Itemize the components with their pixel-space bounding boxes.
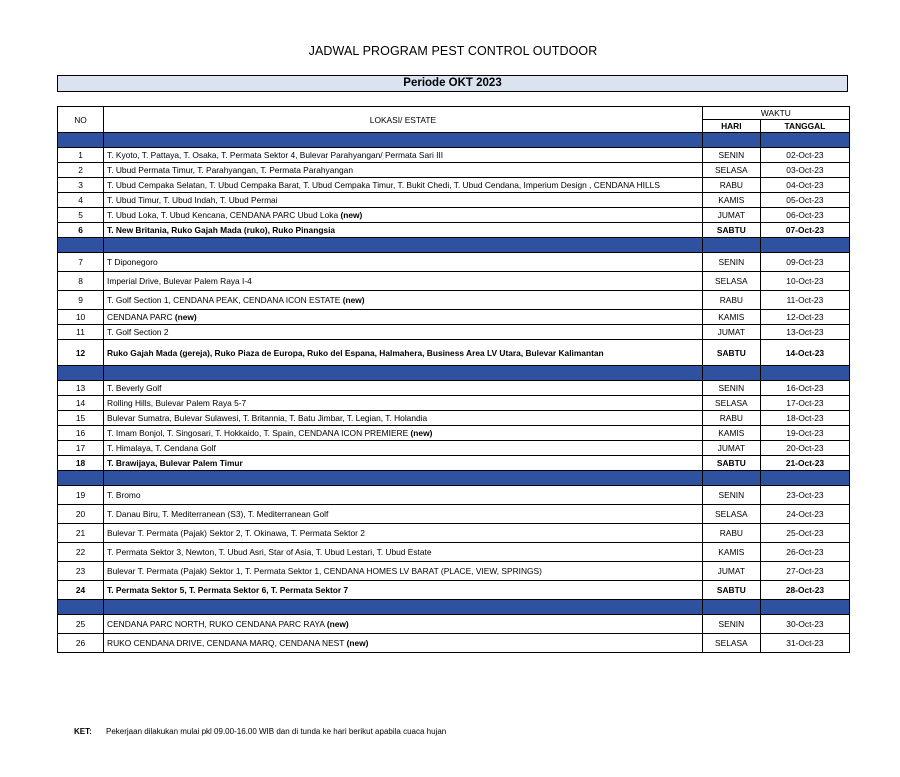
cell-lokasi xyxy=(104,562,703,581)
cell-no-text: 17 xyxy=(75,443,86,453)
cell-no-text: 25 xyxy=(75,619,86,629)
separator-cell xyxy=(58,600,104,615)
table-row xyxy=(58,456,850,471)
cell-no xyxy=(58,223,104,238)
table-row xyxy=(58,223,850,238)
cell-lokasi-text: T. Golf Section 1, CENDANA PEAK, CENDANA ICON ESTATE xyxy=(107,295,341,305)
cell-tanggal xyxy=(760,562,849,581)
cell-lokasi-text: T Diponegoro xyxy=(107,257,158,267)
cell-lokasi xyxy=(104,178,703,193)
cell-no-text: 15 xyxy=(75,413,86,423)
cell-hari-text: JUMAT xyxy=(717,443,745,453)
cell-hari-text: KAMIS xyxy=(718,547,745,557)
cell-no-text: 9 xyxy=(78,295,83,305)
cell-no xyxy=(58,325,104,340)
week-separator xyxy=(58,600,850,615)
cell-lokasi-text: Rolling Hills, Bulevar Palem Raya 5-7 xyxy=(107,398,247,408)
cell-lokasi-text: RUKO CENDANA DRIVE, CENDANA MARQ, CENDANA NEST xyxy=(107,638,345,648)
cell-hari xyxy=(702,193,760,208)
cell-hari-text: JUMAT xyxy=(717,210,745,220)
cell-tanggal-text: 16-Oct-23 xyxy=(786,383,824,393)
cell-tanggal xyxy=(760,456,849,471)
separator-cell xyxy=(760,600,849,615)
cell-tanggal xyxy=(760,178,849,193)
cell-hari xyxy=(702,381,760,396)
separator-cell xyxy=(104,600,703,615)
cell-tanggal-text: 31-Oct-23 xyxy=(786,638,824,648)
cell-lokasi xyxy=(104,426,703,441)
table-row xyxy=(58,562,850,581)
cell-lokasi xyxy=(104,223,703,238)
cell-tanggal xyxy=(760,543,849,562)
separator-cell xyxy=(760,471,849,486)
cell-lokasi-text: Bulevar T. Permata (Pajak) Sektor 2, T. Okinawa, T. Permata Sektor 2 xyxy=(107,528,365,538)
cell-tanggal xyxy=(760,426,849,441)
cell-tanggal xyxy=(760,253,849,272)
cell-tanggal-text: 26-Oct-23 xyxy=(786,547,824,557)
cell-tanggal-text: 25-Oct-23 xyxy=(786,528,824,538)
week-separator xyxy=(58,133,850,148)
cell-lokasi-text: Imperial Drive, Bulevar Palem Raya I-4 xyxy=(107,276,252,286)
cell-hari xyxy=(702,178,760,193)
table-row xyxy=(58,426,850,441)
cell-tanggal xyxy=(760,340,849,366)
cell-hari xyxy=(702,163,760,178)
cell-no-text: 8 xyxy=(78,276,83,286)
cell-no xyxy=(58,543,104,562)
cell-tanggal xyxy=(760,291,849,310)
cell-tanggal-text: 02-Oct-23 xyxy=(786,150,824,160)
table-row xyxy=(58,291,850,310)
cell-hari-text: SENIN xyxy=(718,490,745,500)
table-row xyxy=(58,208,850,223)
cell-hari xyxy=(702,396,760,411)
cell-lokasi xyxy=(104,456,703,471)
cell-no xyxy=(58,272,104,291)
cell-no xyxy=(58,615,104,634)
cell-hari-text: SELASA xyxy=(715,638,748,648)
cell-no xyxy=(58,456,104,471)
cell-lokasi-text: T. Danau Biru, T. Mediterranean (S3), T. Mediterranean Golf xyxy=(107,509,329,519)
cell-hari xyxy=(702,310,760,325)
table-row xyxy=(58,486,850,505)
cell-tanggal xyxy=(760,208,849,223)
cell-no xyxy=(58,148,104,163)
cell-no-text: 4 xyxy=(78,195,83,205)
cell-tanggal xyxy=(760,615,849,634)
cell-lokasi-text: T. Ubud Timur, T. Ubud Indah, T. Ubud Permai xyxy=(107,195,278,205)
week-separator xyxy=(58,471,850,486)
cell-lokasi xyxy=(104,581,703,600)
cell-no-text: 13 xyxy=(75,383,86,393)
cell-tanggal xyxy=(760,396,849,411)
table-row xyxy=(58,178,850,193)
cell-tanggal xyxy=(760,441,849,456)
cell-hari xyxy=(702,634,760,653)
separator-cell xyxy=(58,238,104,253)
cell-no xyxy=(58,441,104,456)
cell-lokasi xyxy=(104,291,703,310)
separator-cell xyxy=(702,600,760,615)
cell-lokasi xyxy=(104,381,703,396)
cell-no-text: 18 xyxy=(75,458,86,468)
cell-hari-text: SENIN xyxy=(718,150,745,160)
cell-lokasi xyxy=(104,411,703,426)
week-separator xyxy=(58,366,850,381)
separator-cell xyxy=(702,366,760,381)
cell-tanggal xyxy=(760,223,849,238)
cell-hari-text: SABTU xyxy=(716,585,746,595)
cell-no-text: 2 xyxy=(78,165,83,175)
cell-hari-text: SELASA xyxy=(715,398,748,408)
cell-no xyxy=(58,634,104,653)
separator-cell xyxy=(760,366,849,381)
cell-hari-text: SELASA xyxy=(715,276,748,286)
separator-cell xyxy=(104,471,703,486)
cell-hari xyxy=(702,524,760,543)
table-row xyxy=(58,396,850,411)
cell-hari-text: JUMAT xyxy=(717,566,745,576)
header-no: NO xyxy=(58,107,104,133)
cell-no xyxy=(58,208,104,223)
table-row xyxy=(58,634,850,653)
cell-tanggal-text: 13-Oct-23 xyxy=(786,327,824,337)
table-row xyxy=(58,411,850,426)
cell-lokasi-text: CENDANA PARC xyxy=(107,312,173,322)
cell-no xyxy=(58,505,104,524)
cell-no-text: 16 xyxy=(75,428,86,438)
cell-no xyxy=(58,163,104,178)
cell-hari xyxy=(702,253,760,272)
cell-tanggal-text: 04-Oct-23 xyxy=(786,180,824,190)
cell-tanggal xyxy=(760,486,849,505)
cell-hari xyxy=(702,581,760,600)
cell-lokasi xyxy=(104,524,703,543)
cell-no xyxy=(58,524,104,543)
table-row xyxy=(58,310,850,325)
header-hari: HARI xyxy=(702,120,760,133)
cell-lokasi-text: T. Beverly Golf xyxy=(107,383,162,393)
cell-no-text: 19 xyxy=(75,490,86,500)
cell-tanggal-text: 17-Oct-23 xyxy=(786,398,824,408)
cell-hari-text: KAMIS xyxy=(718,195,745,205)
cell-lokasi-text: Bulevar Sumatra, Bulevar Sulawesi, T. Britannia, T. Batu Jimbar, T. Legian, T. Holandia xyxy=(107,413,428,423)
cell-lokasi-text: Ruko Gajah Mada (gereja), Ruko Piaza de Europa, Ruko del Espana, Halmahera, Business Area LV Utara, Bulevar Kalimantan xyxy=(107,347,604,358)
cell-hari-text: SENIN xyxy=(718,619,745,629)
note-label: KET: xyxy=(74,727,92,736)
header-waktu: WAKTU xyxy=(702,107,849,120)
cell-lokasi xyxy=(104,441,703,456)
schedule-table xyxy=(57,106,850,653)
cell-hari-text: RABU xyxy=(719,295,743,305)
cell-hari xyxy=(702,148,760,163)
cell-lokasi xyxy=(104,272,703,291)
cell-tanggal-text: 21-Oct-23 xyxy=(785,458,825,468)
cell-lokasi-text: T. Permata Sektor 5, T. Permata Sektor 6, T. Permata Sektor 7 xyxy=(107,585,349,595)
cell-tanggal-text: 06-Oct-23 xyxy=(786,210,824,220)
cell-hari-text: SABTU xyxy=(716,225,746,235)
table-row xyxy=(58,163,850,178)
cell-tanggal-text: 18-Oct-23 xyxy=(786,413,824,423)
cell-hari xyxy=(702,543,760,562)
separator-cell xyxy=(58,133,104,148)
cell-lokasi xyxy=(104,340,703,366)
cell-lokasi xyxy=(104,193,703,208)
cell-tanggal-text: 10-Oct-23 xyxy=(786,276,824,286)
cell-no-text: 12 xyxy=(75,347,86,358)
cell-hari xyxy=(702,505,760,524)
cell-tanggal-text: 27-Oct-23 xyxy=(786,566,824,576)
cell-no xyxy=(58,193,104,208)
cell-hari xyxy=(702,291,760,310)
cell-lokasi-text: T. Ubud Permata Timur, T. Parahyangan, T. Permata Parahyangan xyxy=(107,165,353,175)
table-row xyxy=(58,441,850,456)
cell-hari-text: KAMIS xyxy=(718,428,745,438)
cell-tanggal xyxy=(760,411,849,426)
cell-no xyxy=(58,340,104,366)
cell-hari-text: KAMIS xyxy=(718,312,745,322)
separator-cell xyxy=(104,238,703,253)
cell-hari-text: SELASA xyxy=(715,165,748,175)
cell-no xyxy=(58,381,104,396)
cell-no xyxy=(58,178,104,193)
cell-hari xyxy=(702,325,760,340)
table-row xyxy=(58,615,850,634)
cell-lokasi xyxy=(104,325,703,340)
note-text: Pekerjaan dilakukan mulai pkl 09.00-16.00 WIB dan di tunda ke hari berikut apabila cuaca hujan xyxy=(106,727,447,736)
cell-no xyxy=(58,411,104,426)
cell-hari xyxy=(702,562,760,581)
cell-no-text: 21 xyxy=(75,528,86,538)
cell-tanggal-text: 14-Oct-23 xyxy=(785,347,825,358)
cell-tanggal xyxy=(760,310,849,325)
cell-tanggal xyxy=(760,272,849,291)
cell-no-text: 3 xyxy=(78,180,83,190)
cell-hari-text: SABTU xyxy=(716,458,746,468)
week-separator xyxy=(58,238,850,253)
separator-cell xyxy=(58,471,104,486)
cell-tanggal-text: 23-Oct-23 xyxy=(786,490,824,500)
separator-cell xyxy=(760,238,849,253)
cell-hari-text: RABU xyxy=(719,413,743,423)
new-tag: (new) xyxy=(410,428,433,438)
cell-no-text: 1 xyxy=(78,150,83,160)
cell-no xyxy=(58,253,104,272)
separator-cell xyxy=(104,133,703,148)
cell-hari xyxy=(702,411,760,426)
cell-lokasi-text: CENDANA PARC NORTH, RUKO CENDANA PARC RAYA xyxy=(107,619,325,629)
cell-tanggal xyxy=(760,581,849,600)
cell-tanggal-text: 24-Oct-23 xyxy=(786,509,824,519)
cell-lokasi-text: Bulevar T. Permata (Pajak) Sektor 1, T. Permata Sektor 1, CENDANA HOMES LV BARAT (PLACE, VIEW, SPRINGS) xyxy=(107,566,542,576)
cell-lokasi-text: T. New Britania, Ruko Gajah Mada (ruko), Ruko Pinangsia xyxy=(107,225,336,235)
cell-tanggal xyxy=(760,524,849,543)
cell-lokasi xyxy=(104,615,703,634)
separator-cell xyxy=(104,366,703,381)
cell-lokasi-text: T. Ubud Loka, T. Ubud Kencana, CENDANA PARC Ubud Loka xyxy=(107,210,339,220)
table-row xyxy=(58,272,850,291)
cell-tanggal xyxy=(760,325,849,340)
cell-no xyxy=(58,310,104,325)
cell-tanggal-text: 09-Oct-23 xyxy=(786,257,824,267)
cell-hari xyxy=(702,441,760,456)
new-tag: (new) xyxy=(342,295,365,305)
cell-no-text: 11 xyxy=(76,327,85,337)
table-row xyxy=(58,193,850,208)
cell-no xyxy=(58,562,104,581)
cell-lokasi-text: T. Himalaya, T. Cendana Golf xyxy=(107,443,216,453)
cell-hari xyxy=(702,426,760,441)
header-tanggal: TANGGAL xyxy=(760,120,849,133)
cell-tanggal xyxy=(760,163,849,178)
document-title: JADWAL PROGRAM PEST CONTROL OUTDOOR xyxy=(308,44,598,58)
cell-tanggal-text: 19-Oct-23 xyxy=(786,428,824,438)
cell-no-text: 20 xyxy=(75,509,86,519)
cell-lokasi-text: T. Ubud Cempaka Selatan, T. Ubud Cempaka Barat, T. Ubud Cempaka Timur, T. Bukit Chedi, T. Ubud Cendana, Imperium Design , CENDANA HILLS xyxy=(107,180,660,190)
cell-no xyxy=(58,291,104,310)
table-row xyxy=(58,543,850,562)
cell-no-text: 10 xyxy=(75,312,86,322)
cell-tanggal-text: 05-Oct-23 xyxy=(786,195,824,205)
header-lokasi: LOKASI/ ESTATE xyxy=(104,107,703,133)
cell-lokasi xyxy=(104,148,703,163)
cell-lokasi xyxy=(104,543,703,562)
cell-tanggal xyxy=(760,193,849,208)
cell-lokasi-text: T. Brawijaya, Bulevar Palem Timur xyxy=(107,458,243,468)
cell-lokasi-text: T. Kyoto, T. Pattaya, T. Osaka, T. Permata Sektor 4, Bulevar Parahyangan/ Permata Sari III xyxy=(107,150,444,160)
separator-cell xyxy=(702,133,760,148)
cell-lokasi xyxy=(104,486,703,505)
cell-tanggal-text: 30-Oct-23 xyxy=(786,619,824,629)
table-row xyxy=(58,253,850,272)
separator-cell xyxy=(760,133,849,148)
cell-no xyxy=(58,426,104,441)
new-tag: (new) xyxy=(174,312,197,322)
cell-no xyxy=(58,486,104,505)
cell-tanggal xyxy=(760,148,849,163)
cell-hari xyxy=(702,223,760,238)
table-row xyxy=(58,381,850,396)
cell-lokasi-text: T. Permata Sektor 3, Newton, T. Ubud Asri, Star of Asia, T. Ubud Lestari, T. Ubud Estate xyxy=(107,547,432,557)
cell-tanggal-text: 28-Oct-23 xyxy=(785,585,825,595)
cell-hari xyxy=(702,208,760,223)
cell-hari-text: SENIN xyxy=(718,257,745,267)
cell-tanggal-text: 11-Oct-23 xyxy=(786,295,824,305)
separator-cell xyxy=(702,238,760,253)
cell-no xyxy=(58,396,104,411)
new-tag: (new) xyxy=(340,210,363,220)
cell-hari xyxy=(702,456,760,471)
separator-cell xyxy=(702,471,760,486)
cell-lokasi xyxy=(104,208,703,223)
table-row xyxy=(58,505,850,524)
cell-tanggal xyxy=(760,381,849,396)
cell-no-text: 5 xyxy=(78,210,83,220)
cell-lokasi xyxy=(104,163,703,178)
cell-no-text: 26 xyxy=(75,638,86,648)
table-row xyxy=(58,340,850,366)
cell-hari-text: RABU xyxy=(719,528,743,538)
cell-hari xyxy=(702,272,760,291)
cell-no-text: 6 xyxy=(78,225,83,235)
cell-lokasi-text: T. Golf Section 2 xyxy=(107,327,169,337)
cell-hari xyxy=(702,615,760,634)
cell-lokasi xyxy=(104,505,703,524)
cell-hari-text: JUMAT xyxy=(717,327,745,337)
cell-hari-text: SENIN xyxy=(718,383,745,393)
cell-hari xyxy=(702,486,760,505)
cell-lokasi-text: T. Imam Bonjol, T. Singosari, T. Hokkaido, T. Spain, CENDANA ICON PREMIERE xyxy=(107,428,409,438)
cell-tanggal xyxy=(760,505,849,524)
cell-hari xyxy=(702,340,760,366)
period-banner: Periode OKT 2023 xyxy=(57,75,848,92)
new-tag: (new) xyxy=(346,638,369,648)
cell-hari-text: RABU xyxy=(719,180,743,190)
cell-lokasi xyxy=(104,310,703,325)
cell-tanggal-text: 20-Oct-23 xyxy=(786,443,824,453)
table-row xyxy=(58,581,850,600)
cell-no-text: 14 xyxy=(75,398,86,408)
cell-tanggal-text: 03-Oct-23 xyxy=(786,165,824,175)
cell-lokasi-text: T. Bromo xyxy=(107,490,141,500)
cell-no-text: 7 xyxy=(78,257,83,267)
cell-no-text: 22 xyxy=(75,547,86,557)
table-row xyxy=(58,148,850,163)
cell-no xyxy=(58,581,104,600)
cell-lokasi xyxy=(104,634,703,653)
cell-lokasi xyxy=(104,253,703,272)
cell-tanggal-text: 07-Oct-23 xyxy=(785,225,825,235)
table-row xyxy=(58,524,850,543)
new-tag: (new) xyxy=(326,619,349,629)
cell-no-text: 24 xyxy=(75,585,86,595)
cell-hari-text: SABTU xyxy=(716,347,746,358)
cell-no-text: 23 xyxy=(75,566,86,576)
cell-lokasi xyxy=(104,396,703,411)
cell-hari-text: SELASA xyxy=(715,509,748,519)
schedule-body xyxy=(58,133,850,653)
cell-tanggal xyxy=(760,634,849,653)
table-row xyxy=(58,325,850,340)
separator-cell xyxy=(58,366,104,381)
cell-tanggal-text: 12-Oct-23 xyxy=(786,312,824,322)
